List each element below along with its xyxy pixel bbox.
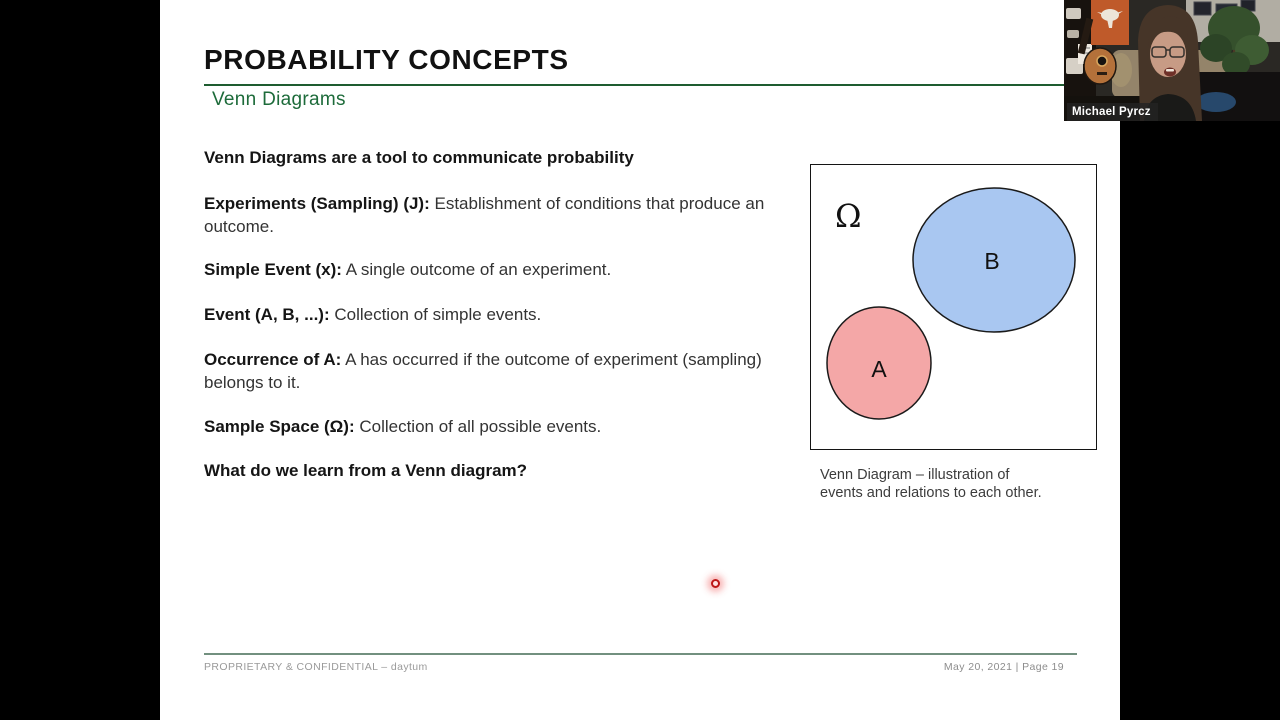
monitor-glow xyxy=(1196,92,1236,112)
footer-date-page-text: May 20, 2021 | Page 19 xyxy=(943,661,1064,673)
paragraph-bold-text: Event (A, B, ...): xyxy=(204,305,330,324)
slide-subtitle: Venn Diagrams xyxy=(212,89,346,110)
event-a-label: A xyxy=(871,356,887,382)
paragraph-event xyxy=(204,304,796,327)
laser-pointer-dot xyxy=(711,579,720,588)
participant-name-tag: Michael Pyrcz xyxy=(1067,103,1158,121)
caption-line-2: events and relations to each other. xyxy=(820,484,1042,501)
guitar-bridge xyxy=(1097,72,1107,75)
picture-frame xyxy=(1194,2,1211,15)
venn-diagram-caption xyxy=(820,467,1110,502)
event-b-label: B xyxy=(984,248,1000,274)
guitar-soundhole xyxy=(1097,56,1107,66)
paragraph-text: A single outcome of an experiment. xyxy=(341,260,612,279)
footer-confidential-text: PROPRIETARY & CONFIDENTIAL – daytum xyxy=(204,661,428,673)
slide-title: PROBABILITY CONCEPTS xyxy=(204,44,569,75)
shelf-object xyxy=(1067,30,1079,38)
paragraph-sample-space xyxy=(204,416,796,439)
webcam-video-overlay xyxy=(1064,0,1280,121)
paragraph-bold-text: Venn Diagrams are a tool to communicate probability xyxy=(204,148,634,167)
venn-diagram-figure xyxy=(810,164,1097,450)
paragraph-bold-text: What do we learn from a Venn diagram? xyxy=(204,461,528,480)
paragraph-text: Establishment of conditions that produce an outcome. xyxy=(204,194,765,236)
sample-space-omega-label: Ω xyxy=(835,197,862,235)
paragraph-bold-text: Simple Event (x): xyxy=(204,260,342,279)
caption-line-1: Venn Diagram – illustration of xyxy=(820,467,1010,483)
shelf-object xyxy=(1066,8,1081,19)
footer-rule xyxy=(204,653,1077,655)
paragraph-bold-text: Experiments (Sampling) (J): xyxy=(204,194,430,213)
paragraph-text: Collection of all possible events. xyxy=(354,417,602,436)
presentation-slide xyxy=(160,0,1120,720)
person-mouth xyxy=(1164,68,1176,77)
venn-diagram-svg xyxy=(811,165,1095,448)
paragraph-occurrence xyxy=(204,349,796,394)
person-teeth xyxy=(1166,69,1174,72)
paragraph-text: Collection of simple events. xyxy=(329,305,542,324)
title-underline-rule xyxy=(204,84,1095,86)
paragraph-bold-text: Occurrence of A: xyxy=(204,350,342,369)
paragraph-simple-event xyxy=(204,259,796,282)
paragraph-bold-text: Sample Space (Ω): xyxy=(204,417,355,436)
paragraph-experiments xyxy=(204,193,796,238)
paragraph-text: A has occurred if the outcome of experiment (sampling) belongs to it. xyxy=(204,350,762,392)
paragraph-question xyxy=(204,460,796,483)
paragraph-intro xyxy=(204,147,796,170)
